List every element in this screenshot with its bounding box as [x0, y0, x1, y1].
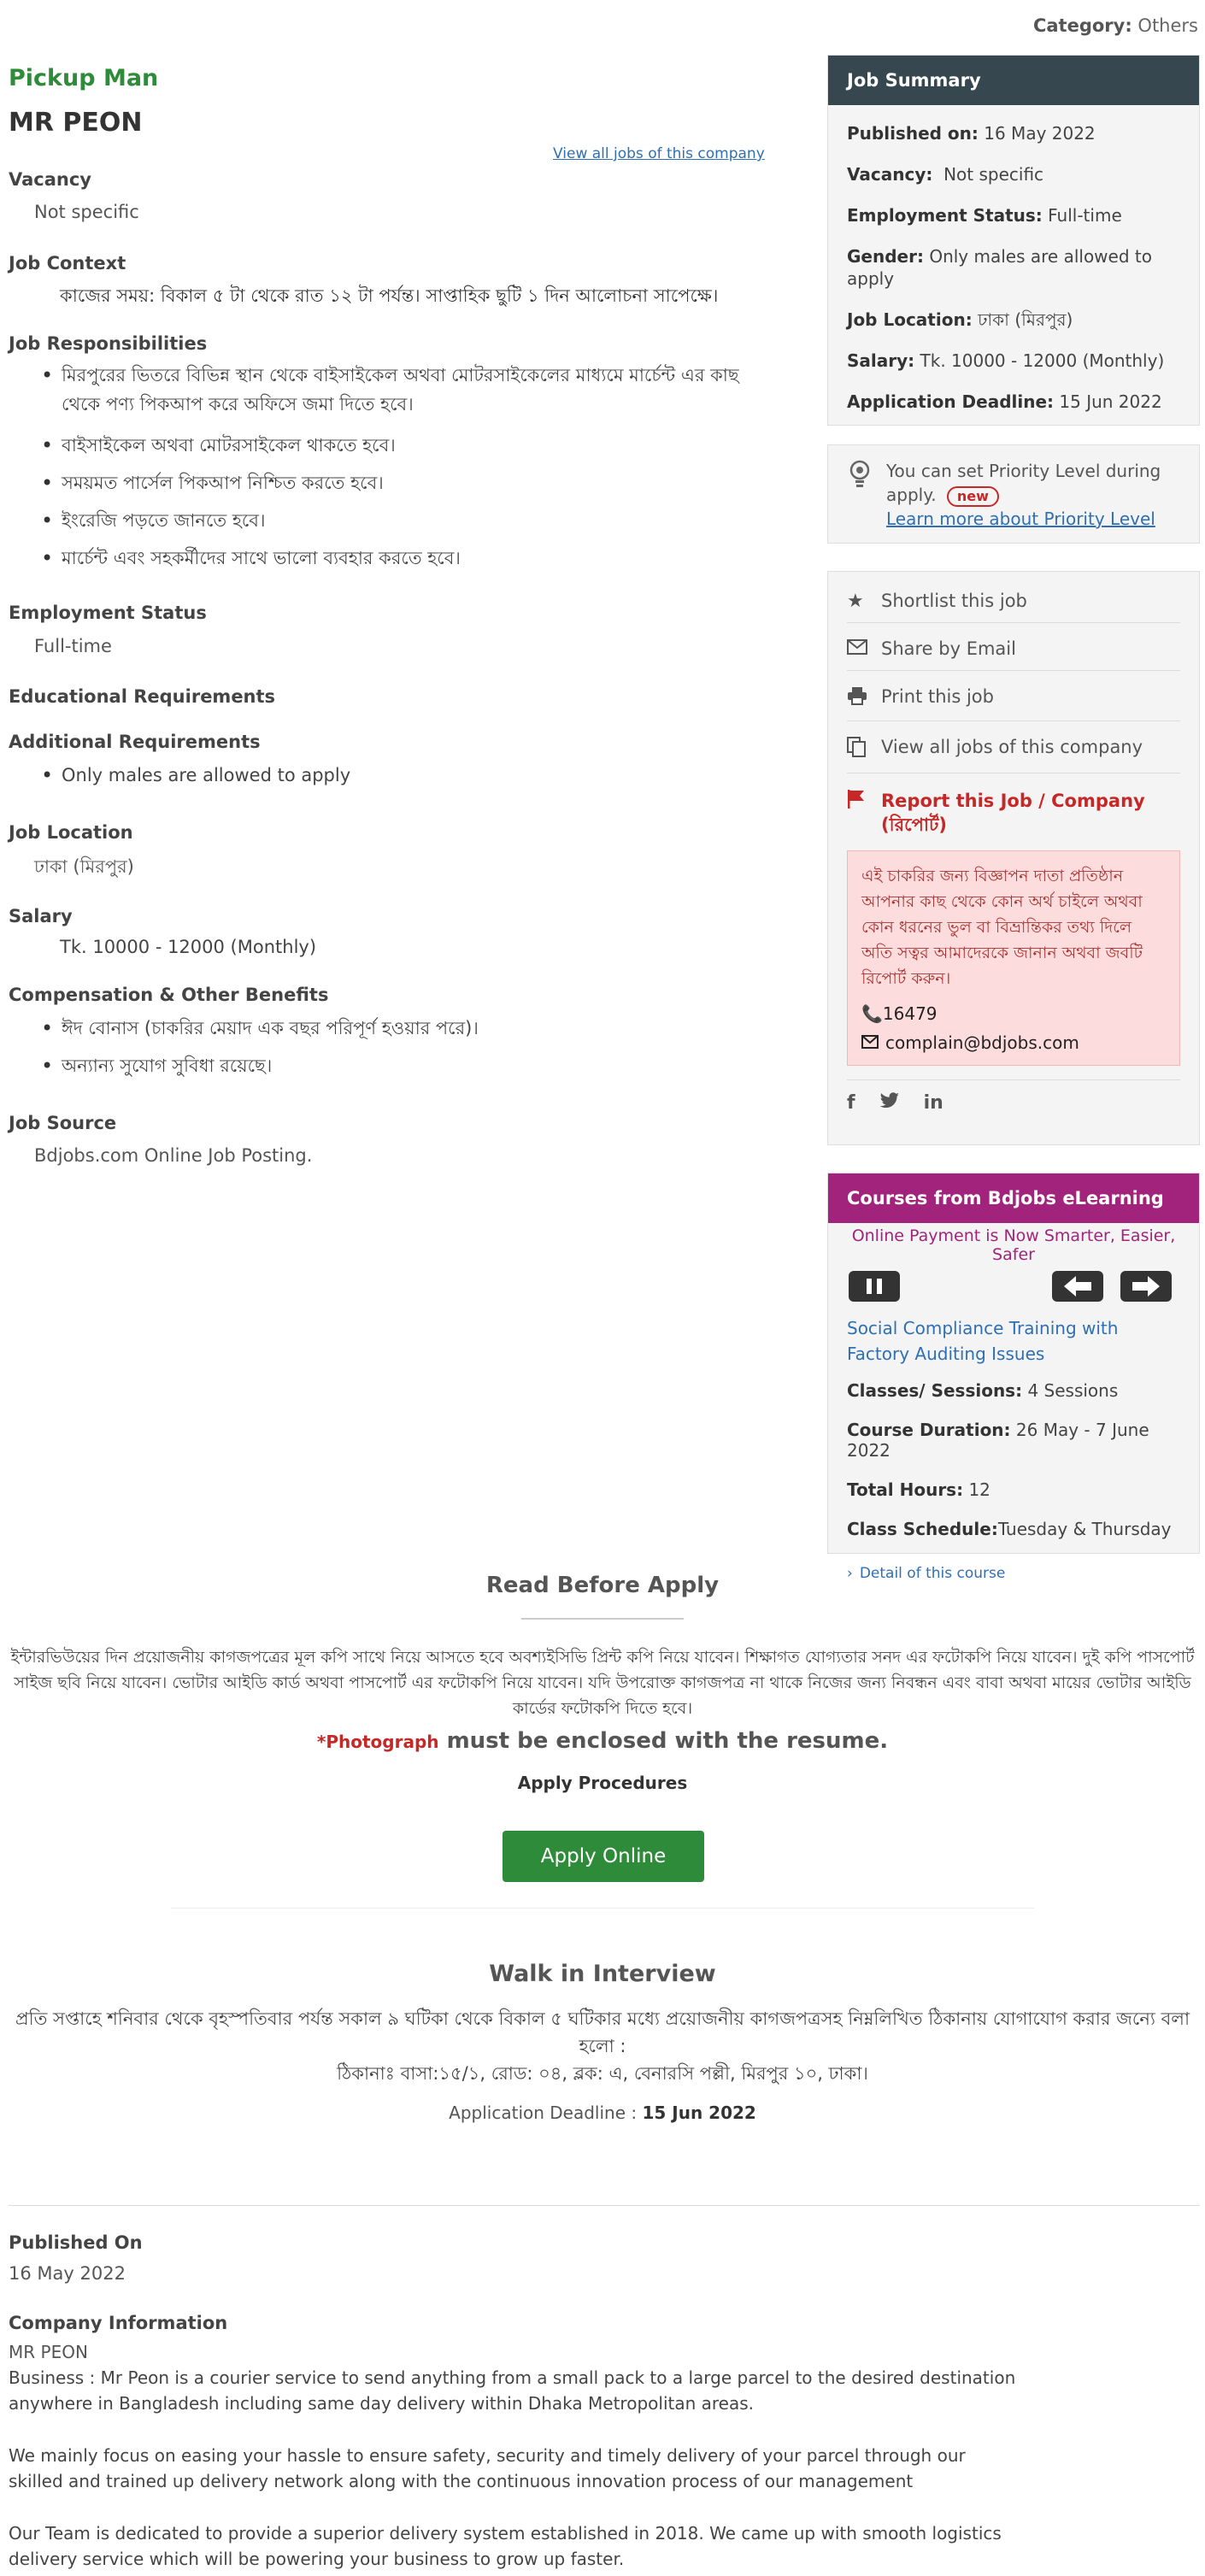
tools-card [827, 571, 1200, 1145]
phone-icon: 📞 [861, 1003, 883, 1024]
job-summary-card [827, 55, 1200, 426]
report-label: Report this Job / Company (রিপোর্ট) [881, 791, 1145, 835]
list-item: • মার্চেন্ট এবং সহকর্মীদের সাথে ভালো ব্যবহার করতে হবে। [38, 544, 773, 573]
photograph-note-rest: must be enclosed with the resume. [438, 1728, 889, 1754]
job-context-value: কাজের সময়: বিকাল ৫ টা থেকে রাত ১২ টা পর্যন্ত। সাপ্তাহিক ছুটি ১ দিন আলোচনা সাপেক্ষে। [60, 285, 719, 306]
list-item: • মিরপুরের ভিতরে বিভিন্ন স্থান থেকে বাইসাইকেল অথবা মোটরসাইকেলের মাধ্যমে মার্চেন্ট এর কাছ থেকে পণ্য পিকআপ করে অফিসে জমা দিতে হবে। [38, 361, 773, 419]
company-name: MR PEON [9, 108, 143, 138]
report-warning-box [847, 850, 1180, 1066]
photograph-note [0, 1728, 1205, 1754]
view-all-company-jobs-button[interactable] [847, 721, 1180, 773]
vacancy-value: Not specific [34, 202, 139, 222]
company-info-para-1: Business : Mr Peon is a courier service to send anything from a small pack to a large parcel to the desired destination anywhere in Bangladesh including same day delivery within Dhaka Metropolitan areas. [9, 2367, 1016, 2414]
footer-divider [9, 2205, 1200, 2206]
complain-email-line [861, 1032, 1166, 1053]
summary-gender: Gender: Only males are allowed to apply [847, 246, 1152, 289]
walkin-address: ঠিকানাঃ বাসা:১৫/১, রোড: ০৪, ব্লক: এ, বেনারসি পল্লী, মিরপুর ১০, ঢাকা। [337, 2063, 868, 2084]
pause-button[interactable] [849, 1271, 900, 1302]
course-hours: Total Hours: 12 [847, 1479, 990, 1500]
summary-deadline: Application Deadline: 15 Jun 2022 [847, 391, 1162, 412]
summary-vacancy: Vacancy: Not specific [847, 164, 1044, 185]
list-item: • ঈদ বোনাস (চাকরির মেয়াদ এক বছর পরিপূর্ণ হওয়ার পরে)। [38, 1014, 773, 1043]
additional-list [38, 761, 773, 802]
category-value: Others [1137, 15, 1198, 36]
education-heading: Educational Requirements [9, 686, 276, 707]
copy-icon [847, 737, 881, 762]
employment-value: Full-time [34, 636, 112, 656]
benefits-list [38, 1014, 773, 1092]
report-job-button[interactable] [847, 773, 1180, 847]
list-item: • অন্যান্য সুযোগ সুবিধা রয়েছে। [38, 1051, 773, 1080]
course-duration: Course Duration: 26 May - 7 June 2022 [847, 1420, 1149, 1461]
summary-location: Job Location: ঢাকা (মিরপুর) [847, 309, 1073, 330]
twitter-icon[interactable] [879, 1092, 900, 1115]
company-info-name: MR PEON [9, 2342, 88, 2362]
priority-card [827, 444, 1200, 544]
chevron-right-icon: › [847, 1565, 853, 1582]
course-title-link[interactable]: Social Compliance Training with Factory Auditing Issues [847, 1318, 1119, 1364]
additional-heading: Additional Requirements [9, 732, 261, 752]
bulb-icon [847, 459, 886, 531]
read-before-divider [521, 1618, 684, 1620]
view-all-jobs-link[interactable]: View all jobs of this company [553, 145, 765, 162]
flag-icon [847, 789, 881, 815]
read-before-text: ইন্টারভিউয়ের দিন প্রয়োজনীয় কাগজপত্রের মূল কপি সাথে নিয়ে আসতে হবে অবশ্যইসিভি প্রিন্ট কপি নিয়ে যাবেন। শিক্ষাগত যোগ্যতার সনদ এর ফটোকপি নিয়ে যাবেন। দুই কপি পাসপোর্ট সাইজ ছবি নিয়ে যাবেন। ভোটার আইডি কার্ড অথবা পাসপোর্ট এর ফটোকপি নিয়ে যাবেন। যদি উপরোক্ত কাগজপত্র না থাকে নিজের জন্য নিবন্ধন এবং বাবা অথবা মায়ের ভোটার আইডি কার্ডের ফটোকপি দিতে হবে। [10, 1648, 1195, 1718]
responsibilities-heading: Job Responsibilities [9, 333, 208, 354]
apply-procedures-heading: Apply Procedures [517, 1773, 688, 1793]
walkin-heading: Walk in Interview [489, 1961, 716, 1987]
summary-salary: Salary: Tk. 10000 - 12000 (Monthly) [847, 350, 1165, 371]
list-item: • বাইসাইকেল অথবা মোটরসাইকেল থাকতে হবে। [38, 431, 773, 460]
print-job-button[interactable] [847, 671, 1180, 721]
arrow-right-icon [1120, 1271, 1172, 1302]
facebook-icon[interactable]: f [847, 1092, 855, 1114]
location-heading: Job Location [9, 822, 133, 843]
course-detail-link[interactable]: › Detail of this course [847, 1565, 1006, 1582]
category-line [1033, 15, 1198, 36]
priority-learn-more-link[interactable]: Learn more about Priority Level [886, 509, 1155, 529]
salary-heading: Salary [9, 906, 73, 926]
shortlist-job-button[interactable] [847, 580, 1180, 623]
envelope-icon [847, 638, 881, 660]
shortlist-label: Shortlist this job [881, 591, 1027, 611]
list-item: • Only males are allowed to apply [38, 761, 773, 790]
job-summary-header: Job Summary [828, 56, 1199, 105]
walkin-deadline [0, 2103, 1205, 2123]
summary-employment: Employment Status: Full-time [847, 205, 1122, 226]
social-share-row [847, 1079, 1180, 1115]
linkedin-icon[interactable]: in [923, 1092, 943, 1114]
print-label: Print this job [881, 686, 994, 707]
share-email-label: Share by Email [881, 638, 1016, 659]
phone-line [861, 1003, 1166, 1024]
course-sessions: Classes/ Sessions: 4 Sessions [847, 1380, 1119, 1401]
read-before-heading: Read Before Apply [485, 1573, 720, 1598]
location-value: ঢাকা (মিরপুর) [34, 856, 134, 877]
apply-online-button[interactable]: Apply Online [503, 1831, 704, 1882]
course-schedule: Class Schedule:Tuesday & Thursday [847, 1519, 1172, 1539]
published-on-value: 16 May 2022 [9, 2263, 126, 2284]
next-button[interactable] [1120, 1271, 1172, 1302]
pause-icon [867, 1279, 872, 1294]
company-info-para-3: Our Team is dedicated to provide a superior delivery system established in 2018. We came up with smooth logistics delivery service which will be powering your business to grow up faster. [9, 2523, 1002, 2569]
responsibilities-list [38, 361, 773, 585]
job-context-heading: Job Context [9, 253, 126, 273]
benefits-heading: Compensation & Other Benefits [9, 985, 329, 1005]
job-source-value: Bdjobs.com Online Job Posting. [34, 1145, 313, 1166]
category-label: Category: [1032, 15, 1132, 36]
arrow-left-icon [1052, 1271, 1103, 1302]
star-icon: ★ [847, 591, 864, 612]
new-badge: new [947, 486, 999, 507]
priority-text: You can set Priority Level during apply. [886, 461, 1161, 505]
phone-number: 16479 [882, 1003, 938, 1024]
vacancy-heading: Vacancy [9, 169, 91, 190]
printer-icon [847, 686, 881, 710]
job-title: Pickup Man [9, 65, 159, 91]
salary-value: Tk. 10000 - 12000 (Monthly) [60, 937, 317, 957]
company-info-heading: Company Information [9, 2313, 228, 2333]
company-info-para-2: We mainly focus on easing your hassle to ensure safety, security and timely delivery of your parcel through our skilled and trained up delivery network along with the continuous innovation process of our management [9, 2445, 966, 2491]
list-item: • ইংরেজি পড়তে জানতে হবে। [38, 506, 773, 535]
job-source-heading: Job Source [9, 1113, 117, 1133]
courses-header: Courses from Bdjobs eLearning [828, 1173, 1199, 1223]
prev-button[interactable] [1052, 1271, 1103, 1302]
published-on-heading: Published On [9, 2232, 143, 2253]
report-warning-text: এই চাকরির জন্য বিজ্ঞাপন দাতা প্রতিষ্ঠান আপনার কাছ থেকে কোন অর্থ চাইলে অথবা কোন ধরনের ভুল বা বিভ্রান্তিকর তথ্য দিলে অতি সত্বর আমাদেরকে জানান অথবা জবটি রিপোর্ট করুন। [861, 867, 1143, 988]
list-item: • সময়মত পার্সেল পিকআপ নিশ্চিত করতে হবে। [38, 468, 773, 497]
courses-card [827, 1173, 1200, 1582]
courses-ticker: Online Payment is Now Smarter, Easier, Safer [851, 1226, 1176, 1264]
view-all-label: View all jobs of this company [881, 737, 1143, 757]
walkin-deadline-value: 15 Jun 2022 [642, 2103, 756, 2123]
walkin-text: প্রতি সপ্তাহে শনিবার থেকে বৃহস্পতিবার পর্যন্ত সকাল ৯ ঘটিকা থেকে বিকাল ৫ ঘটিকার মধ্যে প্রয়োজনীয় কাগজপত্রসহ নিম্নলিখিত ঠিকানায় যোগাযোগ করার জন্যে বলা হলো : [15, 2008, 1190, 2056]
summary-published: Published on: 16 May 2022 [847, 123, 1096, 144]
photograph-required: *Photograph [316, 1732, 439, 1752]
complain-email[interactable]: complain@bdjobs.com [885, 1032, 1079, 1053]
envelope-icon [861, 1032, 879, 1053]
share-by-email-button[interactable] [847, 623, 1180, 671]
walkin-deadline-label: Application Deadline : [449, 2103, 643, 2123]
employment-heading: Employment Status [9, 603, 207, 623]
